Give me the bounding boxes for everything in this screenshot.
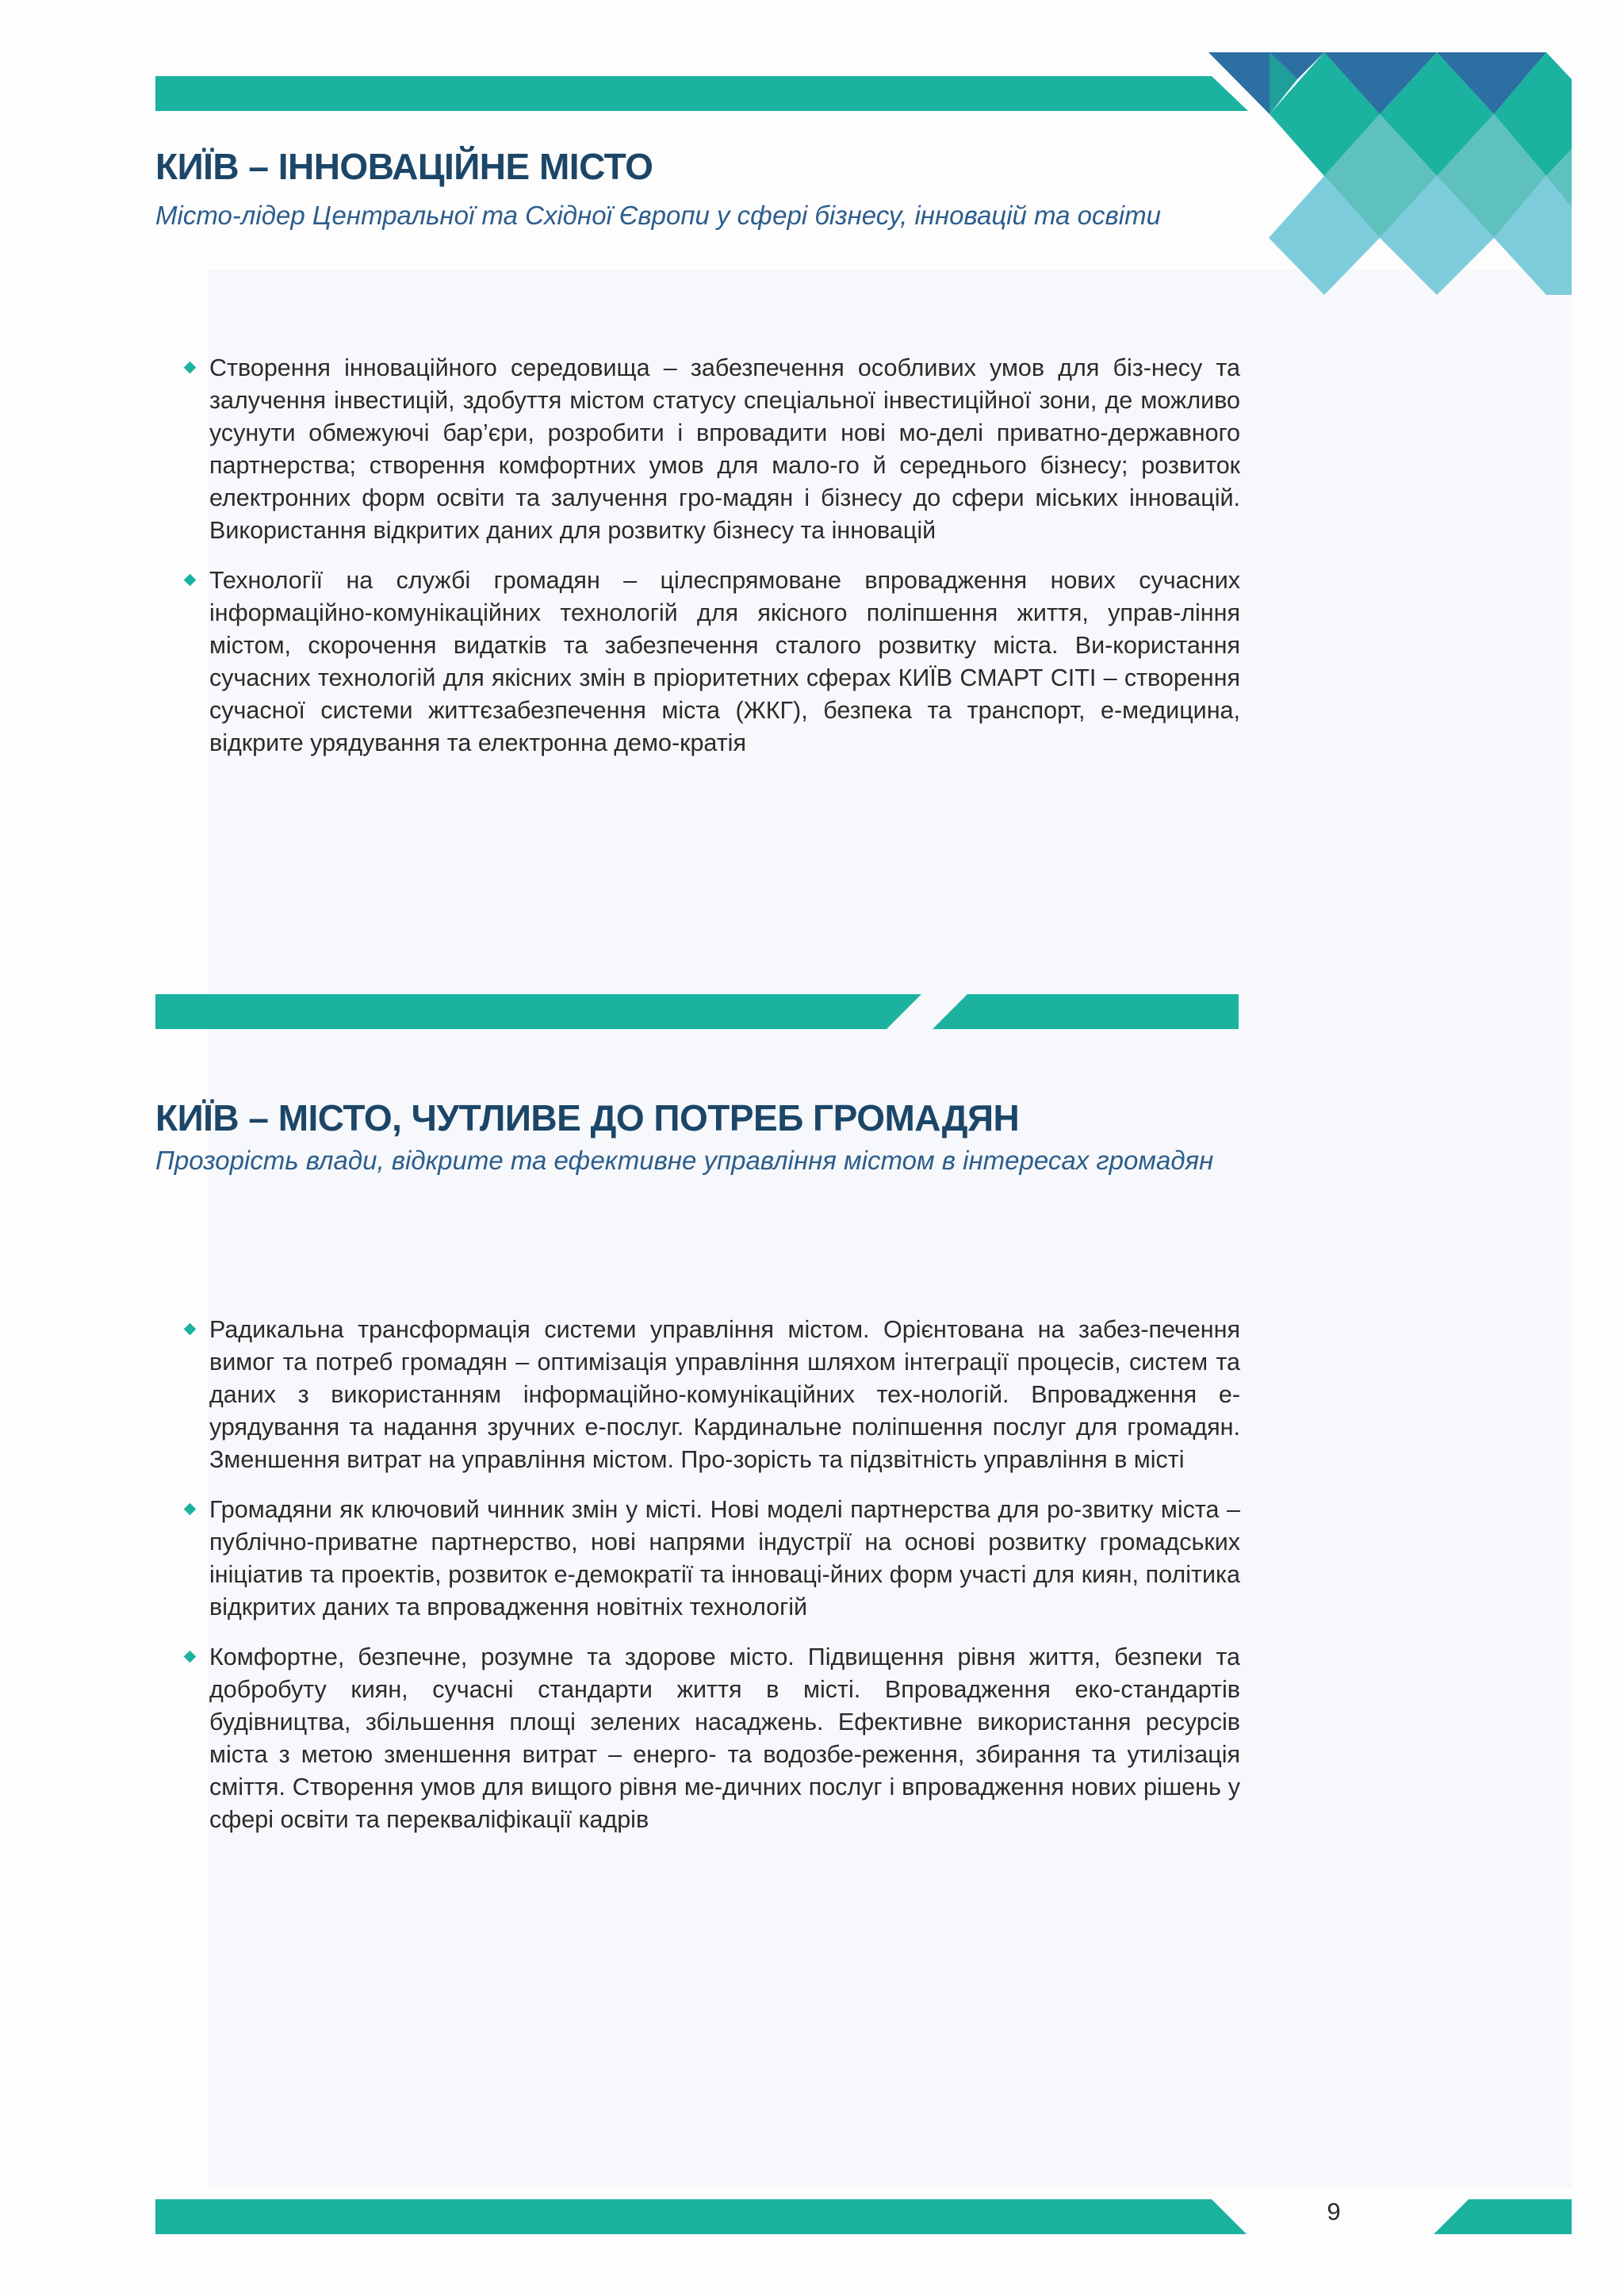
section2-subtitle: Прозорість влади, відкрите та ефективне управління містом в інтересах громадян bbox=[155, 1146, 1214, 1175]
list-item bbox=[184, 564, 1240, 760]
list-item-text: Радикальна трансформація системи управління містом. Орієнтована на забез-печення вимог та потреб громадян – оптимізація управління шляхом інтеграції процесів, систем та даних з використанням інформаційно-комунікаційних тех-нологій. Впровадження е-урядування та надання зручних е-послуг. Кардинальне поліпшення послуг для громадян. Зменшення витрат на управління містом. Про-зорість та підзвітність управління в місті bbox=[209, 1316, 1240, 1473]
decorative-diamond-pattern bbox=[1205, 52, 1572, 298]
list-item-text: Комфортне, безпечне, розумне та здорове місто. Підвищення рівня життя, безпеки та добробуту киян, сучасні стандарти життя в місті. Впровадження еко-стандартів будівництва, збільшення площі зелених насаджень. Ефективне використання ресурсів міста з метою зменшення витрат – енерго- та водозбе-реження, збирання та утилізація сміття. Створення умов для вищого рівня ме-дичних послуг і впровадження нових рішень у сфері освіти та перекваліфікації кадрів bbox=[209, 1644, 1240, 1833]
section-divider-band bbox=[155, 994, 1239, 1029]
top-header-band bbox=[155, 76, 1250, 111]
footer-band bbox=[155, 2199, 1247, 2234]
diamond-bullet-icon bbox=[184, 1503, 197, 1516]
list-item bbox=[184, 352, 1240, 547]
list-item bbox=[184, 1494, 1240, 1624]
page-number: 9 bbox=[1327, 2198, 1341, 2225]
list-item-text: Створення інноваційного середовища – забезпечення особливих умов для біз-несу та залучення інвестицій, здобуття містом статусу спеціальної інвестиційної зони, де можливо усунути обмежуючі бар’єри, розробити і впровадити нові мо-делі приватно-державного партнерства; створення комфортних умов для мало-го й середнього бізнесу; розвиток електронних форм освіти та залучення гро-мадян і бізнесу до сфери міських інновацій. Використання відкритих даних для розвитку бізнесу та інновацій bbox=[209, 354, 1240, 544]
footer-band-right bbox=[1434, 2199, 1572, 2234]
list-item bbox=[184, 1314, 1240, 1476]
section1-bullet-list bbox=[184, 352, 1240, 777]
section1-subtitle: Місто-лідер Центральної та Східної Європи у сфері бізнесу, інновацій та освіти bbox=[155, 201, 1161, 230]
section2-title: КИЇВ – МІСТО, ЧУТЛИВЕ ДО ПОТРЕБ ГРОМАДЯН bbox=[155, 1097, 1020, 1138]
diamond-bullet-icon bbox=[184, 574, 197, 587]
list-item bbox=[184, 1641, 1240, 1836]
diamond-bullet-icon bbox=[184, 1651, 197, 1663]
diamond-bullet-icon bbox=[184, 1323, 197, 1336]
diamond-bullet-icon bbox=[184, 362, 197, 374]
list-item-text: Громадяни як ключовий чинник змін у місті. Нові моделі партнерства для ро-звитку міста – публічно-приватне партнерство, нові напрями індустрії на основі розвитку громадських ініціатив та проектів, розвиток е-демократії та інноваці-йних форм участі для киян, політика відкритих даних та впровадження новітніх технологій bbox=[209, 1496, 1240, 1621]
list-item-text: Технології на службі громадян – цілеспрямоване впровадження нових сучасних інформаційно-комунікаційних технологій для якісного поліпшення життя, управ-ління містом, скорочення видатків та забезпечення сталого розвитку міста. Ви-користання сучасних технологій для якісних змін в пріоритетних сферах КИЇВ СМАРТ СІТІ – створення сучасної системи життєзабезпечення міста (ЖКГ), безпека та транспорт, е-медицина, відкрите урядування та електронна демо-кратія bbox=[209, 567, 1240, 756]
section2-bullet-list bbox=[184, 1314, 1240, 1854]
section1-title: КИЇВ – ІННОВАЦІЙНЕ МІСТО bbox=[155, 146, 653, 187]
